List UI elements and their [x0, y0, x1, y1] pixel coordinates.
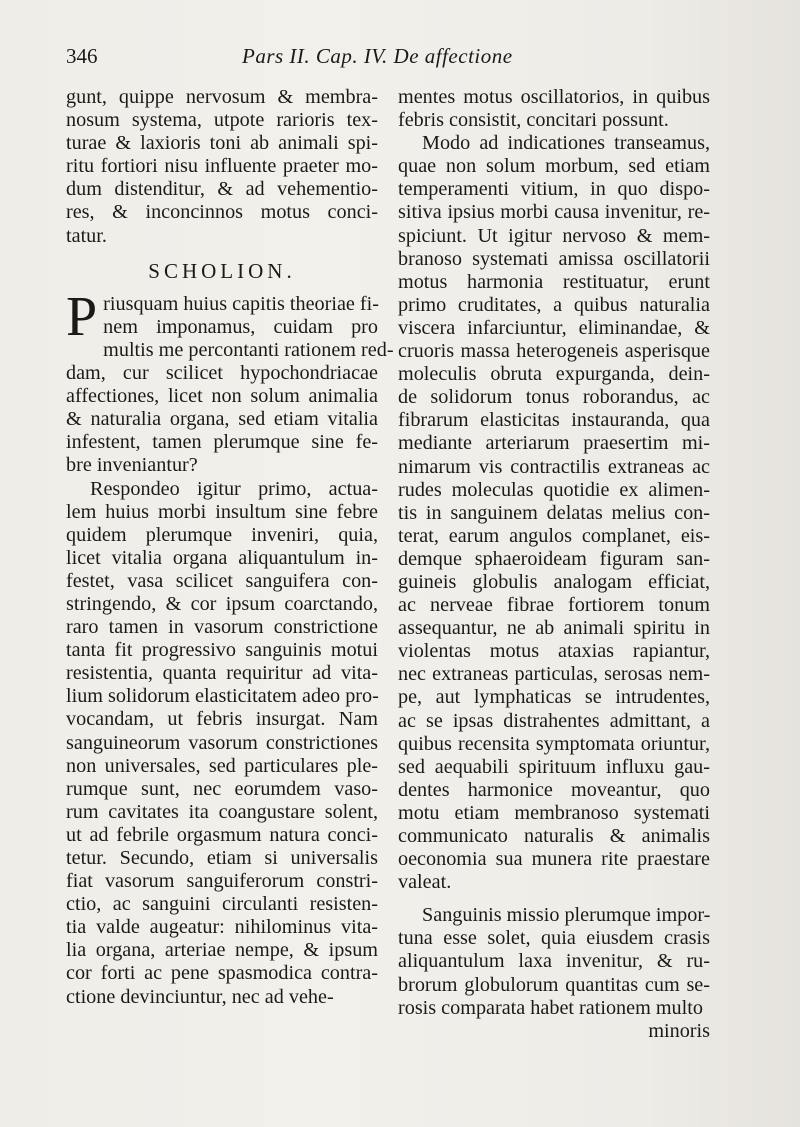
- text-line: dam, cur scilicet hypochondriacae: [66, 362, 378, 385]
- text-line: mentes motus oscillatorios, in quibus: [398, 86, 710, 108]
- page-header: [66, 44, 706, 74]
- text-line: infestent, tamen plerumque sine fe-: [66, 431, 378, 454]
- text-line: lia organa, arteriae nempe, & ipsum: [66, 939, 378, 962]
- text-line: Modo ad indicationes transeamus,: [422, 132, 710, 155]
- text-line: ritu fortiori nisu influente praeter mo-: [66, 155, 378, 178]
- text-line: Respondeo igitur primo, actua-: [90, 477, 378, 500]
- text-line: bre inveniantur?: [66, 454, 198, 477]
- text-line: spiciunt. Ut igitur nervoso & mem-: [398, 224, 710, 247]
- text-line: guineis globulis analogam efficiat,: [398, 570, 710, 593]
- text-line: nimarum vis contractilis extraneas ac: [398, 455, 710, 478]
- text-line: non universales, sed particulares ple-: [66, 754, 378, 777]
- text-line: viscera infarciuntur, eliminandae, &: [398, 316, 710, 339]
- text-line: turae & laxioris toni ab animali spi-: [66, 132, 378, 155]
- text-line: quibus recensita symptomata oriuntur,: [398, 732, 710, 755]
- text-line: sanguineorum vasorum constrictiones: [66, 731, 378, 754]
- text-line: gunt, quippe nervosum & membra-: [66, 86, 378, 108]
- text-line: moleculis obruta expurganda, dein-: [398, 363, 710, 386]
- text-line: mediante arteriarum praesertim mi-: [398, 432, 710, 455]
- text-line: licet vitalia organa aliquantulum in-: [66, 546, 378, 569]
- respondeo-paragraph: [66, 478, 378, 1009]
- text-line: nosum systema, utpote rarioris tex-: [66, 109, 378, 132]
- text-line: tuna esse solet, quia eiusdem crasis: [398, 927, 710, 950]
- running-head: Pars II. Cap. IV. De affectione: [242, 44, 513, 68]
- text-line: rumque sunt, nec eorumdem vaso-: [66, 777, 378, 800]
- text-line: Sanguinis missio plerumque impor-: [422, 904, 711, 927]
- text-line: affectiones, licet non solum animalia: [66, 385, 378, 408]
- text-line: stringendo, & cor ipsum coarctando,: [66, 592, 378, 615]
- text-line: febris consistit, concitari possunt.: [398, 109, 669, 132]
- right-paragraph-continuation: [398, 86, 710, 132]
- text-line: cor forti ac pene spasmodica contra-: [66, 962, 378, 985]
- text-line: valeat.: [398, 871, 452, 894]
- text-line: nec extraneas particulas, serosas nem-: [398, 663, 710, 686]
- sanguinis-paragraph: [398, 904, 710, 1019]
- text-line: branoso systemati amissa oscillatorii: [398, 247, 710, 270]
- section-heading: SCHOLION.: [148, 258, 296, 283]
- left-paragraph-continuation: [66, 86, 378, 248]
- text-line: raro tamen in vasorum constrictione: [66, 616, 378, 639]
- text-line: quae non solum morbum, sed etiam: [398, 155, 710, 178]
- text-line: oeconomia sua munera rite praestare: [398, 848, 710, 871]
- text-line: violentas motus ataxias rapiantur,: [398, 640, 710, 663]
- text-line: ac nerveae fibrae fortiorem tonum: [398, 594, 710, 617]
- text-line: fibrarum elasticitas instauranda, qua: [398, 409, 710, 432]
- catchword: minoris: [648, 1019, 710, 1042]
- text-line: festet, vasa scilicet sanguifera con-: [66, 569, 378, 592]
- text-line: ctio, ac sanguini circulanti resisten-: [66, 893, 378, 916]
- text-line: ut ad febrile orgasmum natura conci-: [66, 823, 378, 846]
- text-line: rudes moleculas quotidie ex alimen-: [398, 478, 710, 501]
- text-line: cruoris massa heterogeneis asperisque: [398, 340, 710, 363]
- text-line: temperamenti vitium, in quo dispo-: [398, 178, 710, 201]
- text-line: sitiva ipsius morbi causa invenitur, re-: [398, 201, 710, 224]
- text-line: assequantur, ne ab animali spiritu in: [398, 617, 710, 640]
- text-line: motu etiam membranoso systemati: [398, 801, 710, 824]
- page-number: 346: [66, 44, 98, 68]
- text-line: lem huius morbi insultum sine febre: [66, 500, 378, 523]
- text-line: dum distenditur, & ad vehementio-: [66, 178, 378, 201]
- left-column: [66, 86, 394, 1009]
- text-line: & naturalia organa, sed etiam vitalia: [66, 408, 378, 431]
- text-line: ac se ipsas distrahentes admittant, a: [398, 709, 710, 732]
- right-column: [398, 86, 710, 1043]
- text-line: vocandam, ut febris insurgat. Nam: [66, 708, 378, 731]
- text-line: tis in sanguinem delatas melius con-: [398, 501, 710, 524]
- text-line: pe, aut lymphaticas se intrudentes,: [398, 686, 710, 709]
- text-line: dentes harmonice moveantur, quo: [398, 778, 710, 801]
- text-line: aliquantulum laxa invenitur, & ru-: [398, 950, 710, 973]
- indications-paragraph: [398, 132, 710, 894]
- text-line: lium solidorum elasticitatem adeo pro-: [66, 685, 379, 708]
- text-line: fiat vasorum sanguiferorum constri-: [66, 870, 378, 893]
- text-line: nem imponamus, cuidam pro: [103, 315, 378, 338]
- drop-cap: P: [66, 285, 98, 348]
- text-line: brorum globulorum quantitas cum se-: [398, 973, 710, 996]
- text-line: tia valde augeatur: nihilominus vita-: [66, 916, 378, 939]
- text-line: resistentia, quanta requiritur ad vita-: [66, 662, 378, 685]
- text-line: quidem plerumque inveniri, quia,: [66, 523, 378, 546]
- text-line: demque sphaeroideam figuram san-: [398, 547, 710, 570]
- text-line: communicato naturalis & animalis: [398, 825, 710, 847]
- text-line: sed aequabili spirituum influxu gau-: [398, 755, 710, 778]
- text-line: tetur. Secundo, etiam si universalis: [66, 847, 378, 869]
- text-line: motus harmonia restituatur, erunt: [398, 270, 710, 293]
- text-line: tatur.: [66, 224, 107, 247]
- scholion-paragraph: [66, 285, 394, 478]
- text-line: res, & inconcinnos motus conci-: [66, 201, 378, 224]
- text-line: terat, earum angulos complanet, eis-: [398, 524, 710, 547]
- text-line: multis me percontanti rationem red-: [103, 338, 394, 361]
- text-line: riusquam huius capitis theoriae fi-: [103, 292, 379, 315]
- text-line: rosis comparata habet rationem multo: [398, 996, 703, 1019]
- text-line: tanta fit progressivo sanguinis motui: [66, 639, 378, 662]
- text-line: ctione devinciuntur, nec ad vehe-: [66, 985, 334, 1008]
- text-line: de solidorum tonus roborandus, ac: [398, 386, 710, 409]
- text-line: rum cavitates ita coangustare solent,: [66, 800, 378, 823]
- text-line: primo cruditates, a quibus naturalia: [398, 293, 710, 316]
